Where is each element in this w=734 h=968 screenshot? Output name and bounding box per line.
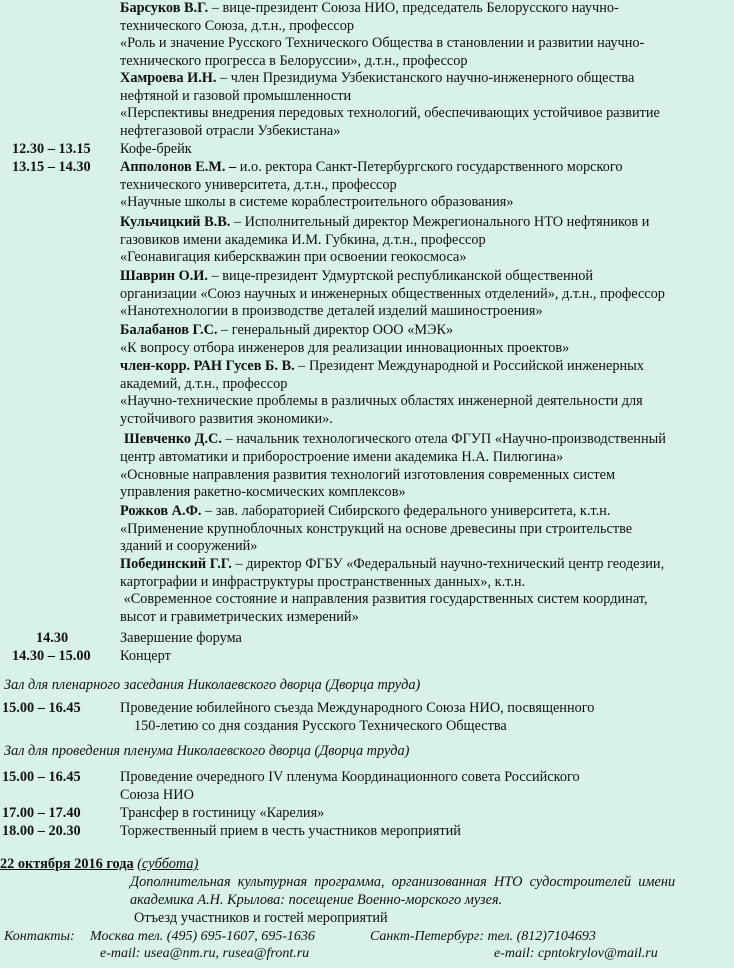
speaker-name: Барсуков В.Г.	[120, 0, 209, 16]
contacts-label: Контакты:	[4, 929, 75, 944]
hall-plenary-heading: Зал для пленарного заседания Николаевского дворца (Дворца труда)	[4, 677, 421, 693]
talk-title: «Современное состояние и направления развития государственных систем координат,	[120, 591, 648, 608]
plenum-line2: Союза НИО	[120, 787, 194, 803]
talk-title-cont: технического прогресса в Белоруссии», д.т.н., профессор	[120, 52, 468, 69]
coffee-time: 12.30 – 13.15	[12, 141, 91, 157]
talk-title: «Основные направления развития технологий изготовления современных систем	[120, 466, 615, 483]
speaker-bio-cont: газовиков имени академика И.М. Губкина, д.т.н., профессор	[120, 231, 486, 248]
speaker-bio: – начальник технологического отела ФГУП «Научно-производственный	[221, 431, 666, 447]
speaker-khamroeva	[120, 70, 726, 140]
extra-program	[130, 874, 726, 909]
coffee-label: Кофе-брейк	[120, 141, 192, 157]
contacts-spb-email[interactable]: e-mail: cpntokrylov@mail.ru	[494, 946, 658, 961]
congress-time: 15.00 – 16.45	[2, 700, 81, 716]
talk-title-cont: устойчивого развития экономики».	[120, 410, 333, 427]
speaker-bio: – Исполнительный директор Межрегионального НТО нефтяников и	[230, 214, 650, 230]
talk-title-cont: управления ракетно-космических комплексов»	[120, 484, 406, 501]
concert-time: 14.30 – 15.00	[12, 648, 91, 664]
speaker-name: Кульчицкий В.В.	[120, 214, 231, 230]
contacts-moscow-email[interactable]: e-mail: usea@nm.ru, rusea@front.ru	[100, 946, 310, 961]
day-weekday: (суббота)	[137, 856, 199, 872]
speaker-name: член-корр. РАН Гусев Б. В.	[120, 358, 295, 374]
talk-title: «Роль и значение Русского Технического Общества в становлении и развитии научно-	[120, 35, 645, 52]
talk-title: «Научно-технические проблемы в различных областях инженерной деятельности для	[120, 393, 643, 410]
talk-title-cont: высот и гравиметрических измерений»	[120, 608, 359, 625]
speaker-bio: – генеральный директор ООО «МЭК»	[217, 322, 454, 338]
speaker-bio: – вице-президент Союза НИО, председатель Белорусского научно-	[208, 0, 619, 16]
speaker-gusev	[120, 358, 726, 428]
speaker-bio: – директор ФГБУ «Федеральный научно-технический центр геодезии,	[231, 556, 665, 572]
speaker-bio: – зав. лабораторией Сибирского федерального университета, к.т.н.	[201, 503, 611, 519]
hall-plenum-heading: Зал для проведения пленума Николаевского дворца (Дворца труда)	[4, 743, 410, 759]
congress-line2: 150-летию со дня создания Русского Технического Общества	[134, 718, 507, 734]
departure: Отъезд участников и гостей мероприятий	[134, 910, 388, 926]
speaker-name: Балабанов Г.С.	[120, 322, 218, 338]
reception-time: 18.00 – 20.30	[2, 823, 81, 839]
speaker-name: Шаврин О.И.	[120, 268, 208, 284]
day-heading	[0, 856, 198, 874]
speaker-name: Апполонов Е.М. –	[120, 159, 237, 175]
contacts-spb-phone: Санкт-Петербург: тел. (812)7104693	[370, 929, 596, 944]
speaker-bio-cont: технического университета, д.т.н., профессор	[120, 176, 397, 193]
speaker-apolonov	[120, 159, 726, 212]
speaker-balabanov	[120, 322, 726, 357]
transfer-label: Трансфер в гостиницу «Карелия»	[120, 805, 325, 821]
talk-title: «Применение крупноблочных конструкций на основе древесины при строительстве	[120, 520, 633, 537]
speaker-name: Хамроева И.Н.	[120, 70, 217, 86]
talk-title-cont: нефтегазовой отрасли Узбекистана»	[120, 122, 341, 139]
speaker-bio: – вице-президент Удмуртской республиканской общественной	[207, 268, 594, 284]
speaker-bio-cont: нефтяной и газовой промышленности	[120, 87, 352, 104]
speaker-kulchitsky	[120, 214, 726, 267]
speaker-bio-cont: картографии и инфраструктуры пространственных данных», к.т.н.	[120, 573, 526, 590]
speaker-barsukov	[120, 0, 726, 70]
speaker-shevchenko-cont	[120, 449, 726, 502]
contacts-moscow-phone: Москва тел. (495) 695-1607, 695-1636	[90, 929, 315, 944]
talk-title: «Перспективы внедрения передовых технологий, обеспечивающих устойчивое развитие	[120, 105, 660, 122]
speaker-bio-cont: академий, д.т.н., профессор	[120, 375, 288, 392]
speaker-bio-cont: организации «Союз научных и инженерных общественных отделений», д.т.н., профессор	[120, 285, 665, 302]
speaker-shevchenko	[124, 431, 730, 449]
talk-title: «К вопросу отбора инженеров для реализации инновационных проектов»	[120, 339, 570, 356]
day-date: 22 октября 2016 года	[0, 856, 134, 872]
speaker-bio: – Президент Международной и Российской инженерных	[294, 358, 644, 374]
closing-time: 14.30	[36, 630, 69, 646]
speaker-bio: и.о. ректора Санкт-Петербургского государственного морского	[236, 159, 623, 175]
speaker-shavrin	[120, 268, 726, 321]
transfer-time: 17.00 – 17.40	[2, 805, 81, 821]
speaker-name: Рожков А.Ф.	[120, 503, 202, 519]
extra-line2: академика А.Н. Крылова: посещение Военно-морского музея.	[130, 891, 503, 908]
talk-title: «Геонавигация киберскважин при освоении геокосмоса»	[120, 249, 467, 266]
congress-line1: Проведение юбилейного съезда Международного Союза НИО, посвященного	[120, 700, 595, 716]
closing-label: Завершение форума	[120, 630, 242, 646]
speaker-name: Шевченко Д.С.	[124, 431, 222, 447]
speaker-bio: – член Президиума Узбекистанского научно-инженерного общества	[216, 70, 635, 86]
speaker-bio-cont: технического Союза, д.т.н., профессор	[120, 17, 355, 34]
reception-label: Торжественный прием в честь участников мероприятий	[120, 823, 461, 839]
talk-title: «Научные школы в системе кораблестроительного образования»	[120, 194, 514, 211]
session2-time: 13.15 – 14.30	[12, 159, 91, 175]
concert-label: Концерт	[120, 648, 171, 664]
speaker-name: Побединский Г.Г.	[120, 556, 232, 572]
plenum-line1: Проведение очередного IV пленума Координационного совета Российского	[120, 769, 580, 785]
extra-line1: Дополнительная культурная программа, организованная НТО судостроителей имени	[130, 874, 676, 890]
talk-title: «Нанотехнологии в производстве деталей изделий машиностроения»	[120, 303, 543, 320]
speaker-bio-cont: центр автоматики и приборостроение имени академика Н.А. Пилюгина»	[120, 449, 564, 465]
speaker-rozhkov	[120, 503, 726, 556]
speaker-pobedinsky	[120, 556, 726, 626]
talk-title-cont: зданий и сооружений»	[120, 538, 258, 555]
plenum-time: 15.00 – 16.45	[2, 769, 81, 785]
